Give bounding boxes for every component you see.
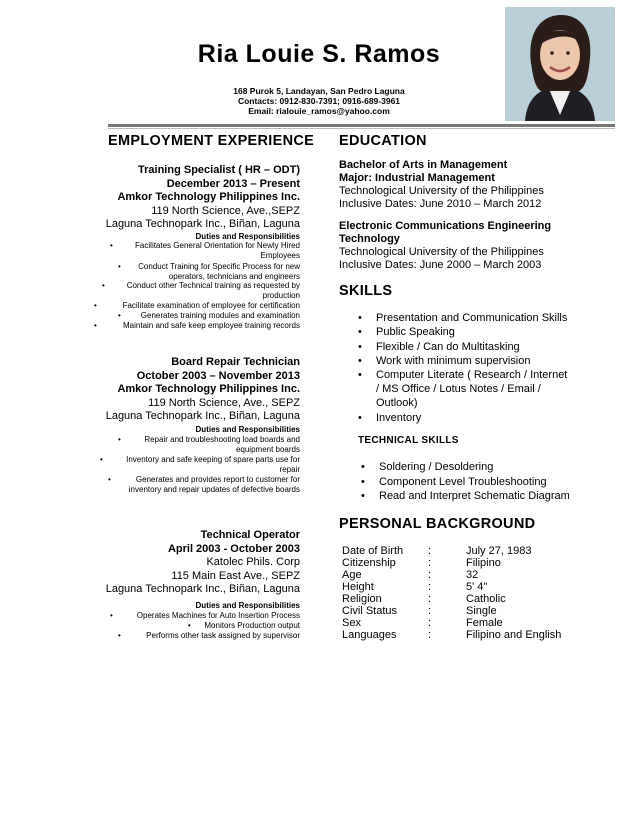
technical-skill-item: Component Level Troubleshooting [379,476,547,488]
bullet-icon: • [118,435,121,444]
header-divider-thin [108,128,615,129]
personal-value: July 27, 1983 [466,545,532,557]
skill-item: Flexible / Can do Multitasking [376,341,520,353]
duty-item: Conduct other Technical training as requested by production [126,281,300,300]
skill-item-cont: Outlook) [376,397,418,409]
job-address: Laguna Technopark Inc., Biñan, Laguna [105,410,300,422]
address-line: 168 Purok 5, Landayan, San Pedro Laguna [233,86,405,96]
bullet-icon: • [358,341,362,353]
bullet-icon: • [108,475,111,484]
job-dates: December 2013 – Present [166,177,300,190]
bullet-icon: • [102,281,105,290]
education-dates: Inclusive Dates: June 2000 – March 2003 [339,259,542,271]
education-heading: EDUCATION [339,133,427,149]
duty-item: Repair and troubleshooting load boards and equipment boards [144,435,300,454]
skill-item: Inventory [376,412,422,424]
job-dates: October 2003 – November 2013 [136,369,300,382]
personal-sep: : [428,569,432,581]
skill-item: Presentation and Communication Skills [376,312,568,324]
personal-value: Filipino [466,557,501,569]
personal-sep: : [428,593,432,605]
personal-sep: : [428,581,432,593]
skill-item: Public Speaking [376,326,455,338]
personal-value: Filipino and English [466,629,562,641]
degree-major: Technology [339,233,400,245]
header-divider [108,124,615,127]
bullet-icon: • [118,631,121,640]
degree-major: Major: Industrial Management [339,172,495,184]
education-dates: Inclusive Dates: June 2010 – March 2012 [339,198,542,210]
duty-item: Monitors Production output [204,621,300,630]
technical-skill-item: Soldering / Desoldering [379,461,494,473]
bullet-icon: • [358,312,362,324]
personal-sep: : [428,629,432,641]
personal-label: Sex [342,617,361,629]
personal-sep: : [428,545,432,557]
job-entry [100,356,300,424]
job-entry [100,529,300,597]
bullet-icon: • [110,241,113,250]
technical-skills-heading: TECHNICAL SKILLS [358,435,459,446]
job-entry [100,164,300,232]
duties-label: Duties and Responsibilities [195,425,300,434]
profile-photo [505,7,615,121]
bullet-icon: • [100,455,103,464]
education-entry [339,159,599,211]
bullet-icon: • [118,311,121,320]
bullet-icon: • [361,476,365,488]
duty-item: Generates training modules and examination [140,311,300,320]
personal-background-heading: PERSONAL BACKGROUND [339,516,536,532]
job-company: Amkor Technology Philippines Inc. [117,383,300,395]
job-address: Laguna Technopark Inc., Biñan, Laguna [105,583,300,595]
contacts-line: Contacts: 0912-830-7391; 0916-689-3961 [237,96,401,106]
skill-item-cont: / MS Office / Lotus Notes / Email / [376,383,541,395]
skills-heading: SKILLS [339,283,393,299]
job-address: 119 North Science, Ave., SEPZ [148,396,300,409]
technical-skill-item: Read and Interpret Schematic Diagram [379,490,570,502]
degree-title: Electronic Communications Engineering [339,220,552,232]
duties-label: Duties and Responsibilities [195,601,300,610]
bullet-icon: • [361,461,365,473]
personal-value: 5' 4" [466,581,488,593]
resume-name: Ria Louie S. Ramos [197,40,441,68]
job-address: 115 Main East Ave., SEPZ [171,569,300,582]
duty-item: Operates Machines for Auto Insertion Process [136,611,300,620]
personal-sep: : [428,557,432,569]
skill-item: Computer Literate ( Research / Internet [376,369,568,381]
job-title: Board Repair Technician [171,356,300,368]
school-name: Technological University of the Philippines [339,246,544,258]
job-company: Katolec Phils. Corp [206,556,300,568]
education-entry [339,220,599,272]
job-dates: April 2003 - October 2003 [167,542,300,555]
email-line: Email: rialouie_ramos@yahoo.com [248,106,390,116]
bullet-icon: • [118,262,121,271]
bullet-icon: • [361,490,365,502]
personal-label: Age [342,569,362,581]
personal-label: Religion [342,593,382,605]
personal-value: Single [466,605,497,617]
bullet-icon: • [358,412,362,424]
duty-item: Maintain and safe keep employee training records [123,321,300,330]
personal-label: Civil Status [342,605,398,617]
duty-item: Conduct Training for Specific Process for new operators, technicians and engineers [138,262,300,281]
school-name: Technological University of the Philippines [339,185,544,197]
duty-item: Facilitates General Orientation for Newly Hired Employees [135,241,300,260]
job-address: Laguna Technopark Inc., Biñan, Laguna [105,218,300,230]
bullet-icon: • [358,355,362,367]
personal-label: Height [342,581,374,593]
personal-label: Date of Birth [342,545,404,557]
job-title: Technical Operator [200,529,300,541]
personal-sep: : [428,605,432,617]
duty-item: Facilitate examination of employee for certification [122,301,300,310]
bullet-icon: • [358,326,362,338]
job-company: Amkor Technology Philippines Inc. [117,191,300,203]
skill-item: Work with minimum supervision [376,355,531,367]
duty-item: Generates and provides report to customer for inventory and repair updates of defective boards [128,475,300,494]
bullet-icon: • [188,621,191,630]
personal-sep: : [428,617,432,629]
bullet-icon: • [94,321,97,330]
degree-title: Bachelor of Arts in Management [339,159,508,171]
bullet-icon: • [110,611,113,620]
personal-value: Female [466,617,503,629]
job-title: Training Specialist ( HR – ODT) [138,164,300,176]
personal-label: Languages [342,629,397,641]
personal-value: Catholic [466,593,506,605]
bullet-icon: • [358,369,362,381]
employment-heading: EMPLOYMENT EXPERIENCE [108,133,315,149]
personal-label: Citizenship [342,557,396,569]
duty-item: Performs other task assigned by supervisor [146,631,300,640]
duties-label: Duties and Responsibilities [195,232,300,241]
personal-value: 32 [466,569,479,581]
bullet-icon: • [94,301,97,310]
duty-item: Inventory and safe keeping of spare parts use for repair [126,455,300,474]
job-address: 119 North Science, Ave.,SEPZ [151,204,300,217]
